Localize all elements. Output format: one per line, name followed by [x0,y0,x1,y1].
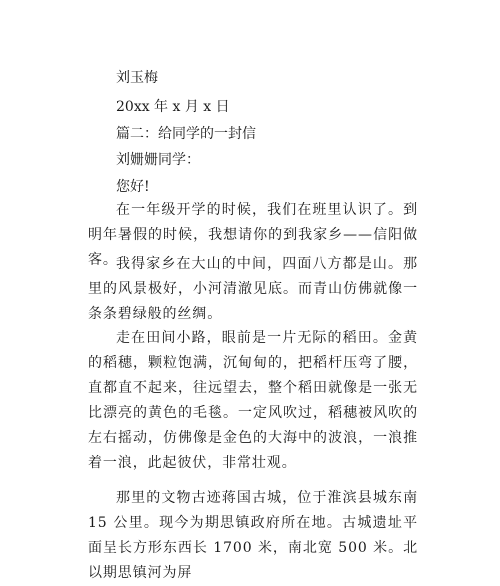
paragraph-4: 那里的文物古迹蒋国古城，位于淮滨县城东南 15 公里。现今为期思镇政府所在地。古城遗址平面呈长方形东西长 1700 米，南北宽 500 米。北以期思镇河为屏 [88,490,418,581]
section-title: 篇二：给同学的一封信 [116,126,256,142]
greeting: 您好! [116,179,150,195]
author-name: 刘玉梅 [116,70,158,86]
paragraph-1: 在一年级开学的时候，我们在班里认识了。到明年暑假的时候，我想请你的到我家乡——信阳做客。 [88,202,418,268]
letter-date: 20xx 年 x 月 x 日 [116,99,230,115]
salutation: 刘姗姗同学： [116,152,200,168]
paragraph-3: 走在田间小路，眼前是一片无际的稻田。金黄的稻穗，颗粒饱满，沉甸甸的，把稻杆压弯了腰，直都直不起来，往远望去，整个稻田就像是一张无比漂亮的黄色的毛毯。一定风吹过，稻穗被风吹的左右摇动，仿佛像是金色的大海中的波浪，一浪推着一浪，此起彼伏，非常壮观。 [88,330,418,471]
paragraph-2: 我得家乡在大山的中间，四面八方都是山。那里的风景极好，小河清澈见底。而青山仿佛就像一条条碧绿般的丝绸。 [88,256,418,322]
